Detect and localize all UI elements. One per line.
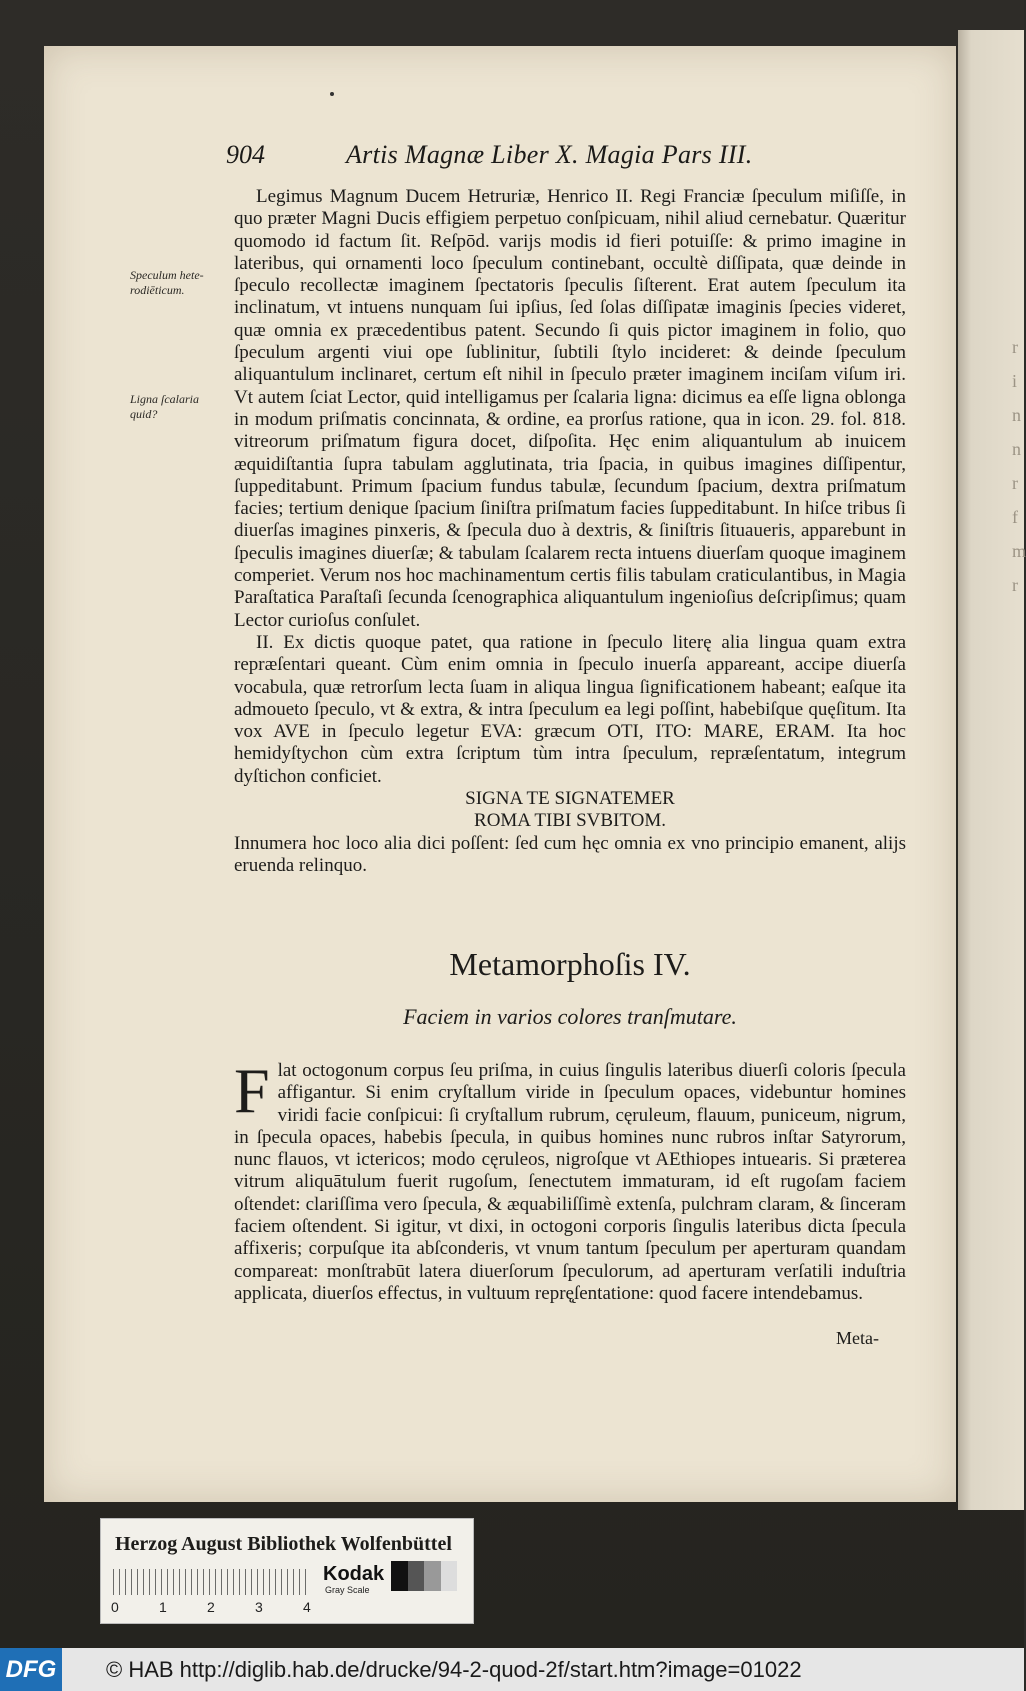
copyright-link[interactable]: © HAB http://diglib.hab.de/drucke/94-2-quod-2f/start.htm?image=01022 (106, 1657, 802, 1682)
scale-ruler (113, 1569, 309, 1595)
library-name: Herzog August Bibliothek Wolfenbüttel (115, 1533, 452, 1555)
ruler-number: 1 (159, 1599, 167, 1615)
section-title: Metamorphoſis IV. (449, 946, 691, 982)
page-number: 904 (226, 140, 265, 169)
adjacent-page-marks: r i n n r f m r (1012, 337, 1026, 595)
ruler-number: 3 (255, 1599, 263, 1615)
closing-paragraph: Innumera hoc loco alia dici poſſent: ſed cum hęc omnia ex vno principio emanent, alijs eruenda relinquo. (234, 832, 906, 876)
kodak-subtitle: Gray Scale (325, 1585, 370, 1595)
gray-scale-swatches (391, 1561, 457, 1591)
dfg-logo[interactable]: DFG (0, 1648, 62, 1691)
section-text-block (234, 1055, 906, 1305)
verse-line-2: ROMA TIBI SVBITOM. (474, 810, 666, 832)
verse-line-1: SIGNA TE SIGNATEMER (465, 788, 675, 810)
ruler-number: 4 (303, 1599, 311, 1615)
footer-bar (0, 1648, 1024, 1691)
ruler-number: 2 (207, 1599, 215, 1615)
drop-cap: F (234, 1055, 270, 1126)
section-subtitle: Faciem in varios colores tranſmutare. (403, 1004, 737, 1029)
margin-note-speculum: Speculum hete- rodiēticum. (130, 268, 204, 297)
main-text-block (234, 186, 906, 877)
paragraph-2: II. Ex dictis quoque patet, qua ratione in ſpeculo literę alia lingua quam extra repræſentari queant. Cùm enim omnia in ſpeculo inuerſa appareant, accipe diuerſa vocabula, quæ retrorſum lecta ſuam in aliqua lingua ſignificationem habeant; eaſque ita admoueto ſpeculo, vt & extra, & intra ſpeculum ea legi poſſint, habebiſque quęſitum. Ita vox AVE in ſpeculo legetur EVA: græcum OTI, ITO: MARE, ERAM. Ita hoc hemidyſtychon cùm extra ſcriptum tùm intra ſpeculum, repræſentatum, integrum dyſtichon conficiet. (234, 631, 906, 787)
paragraph-1: Legimus Magnum Ducem Hetruriæ, Henrico II. Regi Franciæ ſpeculum miſiſſe, in quo præter Magni Ducis effigiem perpetuo conſpicuam, nihil aliud cernebatur. Quæritur quomodo id factum ſit. Reſpōd. varijs modis id fieri potuiſſe: & primo imagine in lateribus, qui ornamenti loco ſpeculum continebant, occultè diſſipata, quæ deinde in ſpeculo recollectæ imaginem ſpectatoris ſpeculis ſiſterent. Erat autem ſpeculum ita inclinatum, vt intuens nunquam ſui ipſius, ſed ſolas diſſipatæ imaginis ſpecies videret, quæ omnia ex præcedentibus patent. Secundo ſi quis pictor imaginem in folio, quo ſpeculum argenti viui ope ſublinitur, ſubtili ſtylo incideret: & deinde ſpeculum aliquantulum inclinaret, certum eſt nihil in ſpeculo præter imaginem inciſam viſum iri. Vt autem ſciat Lector, quid intelligamus per ſcalaria ligna: dicimus ea eſſe ligna oblonga in modum priſmatis concinnata, & ordine, ea prorſus ratione, qua in icon. 29. fol. 818. vitreorum priſmatum figura docet, diſpoſita. Hęc enim aliquantulum ab inuicem æquidiſtantia ſupra tabulam agglutinata, tria ſpacia, in quibus imagines diſſipentur, ſuppeditabunt. Primum ſpacium fundus tabulæ, ſecundum ſpacium, dextra priſmatum facies; tertium denique ſpacium ſiniſtra priſmatum facies ſuppeditabunt. In hiſce tribus ſi diuerſas imagines pinxeris, & ſpecula duo à dextris, & ſiniſtris ſituaueris, apparebunt in ſpeculis imagines diuerſæ; & tabulam ſcalarem recta intuens diuerſam quoque imaginem comperiet. Verum nos hoc machinamentum certis filis tabulam craticulantibus, in Magia Paraſtatica Paraſtaſi ſecunda ſcenographica aliquantulum ingenioſius deſcripſimus; quam Lector curioſus conſulet. (234, 186, 906, 631)
ink-dot (330, 92, 334, 96)
library-color-card (100, 1518, 474, 1624)
kodak-logo: Kodak (323, 1563, 385, 1585)
adjacent-page-edge (958, 30, 1024, 1510)
section-paragraph: lat octogonum corpus ſeu priſma, in cuius ſingulis lateribus diuerſi coloris ſpecula affigantur. Si enim cryſtallum viride in ſpeculum opaces, videbuntur homines viridi facie conſpicui: ſi cryſtallum rubrum, cęruleum, flauum, puniceum, nigrum, in ſpecula opaces, habebis ſpecula, in quibus homines nunc rubros inſtar Satyrorum, nunc flauos, vt ictericos; modo cęruleos, nigroſque vt AEthiopes intuearis. Si præterea vitrum aliquātulum fuerit rugoſum, ſenectutem immaturam, id eſt rugoſam faciem oſtendet: clariſſima vero ſpecula, & æquabiliſſimè extenſa, pulchram claram, & ſinceram faciem oſtendent. Si igitur, vt dixi, in octogoni corporis ſingulis lateribus dicta ſpecula affixeris; corpuſque ita abſconderis, vt vnum tantum ſpeculum per aperturam quandam compareat: monſtrabūt latera diuerſorum ſpeculorum, ad aperturam verſatili induſtria applicata, diuerſos effectus, in vultuum reprę̨ſentatione: quod facere intendebamus. (234, 1060, 906, 1304)
ruler-number: 0 (111, 1599, 119, 1615)
running-header (226, 140, 916, 174)
running-title: Artis Magnæ Liber X. Magia Pars III. (346, 140, 753, 169)
margin-note-ligna: Ligna ſcalaria quid? (130, 392, 200, 421)
catchword: Meta- (836, 1328, 879, 1348)
